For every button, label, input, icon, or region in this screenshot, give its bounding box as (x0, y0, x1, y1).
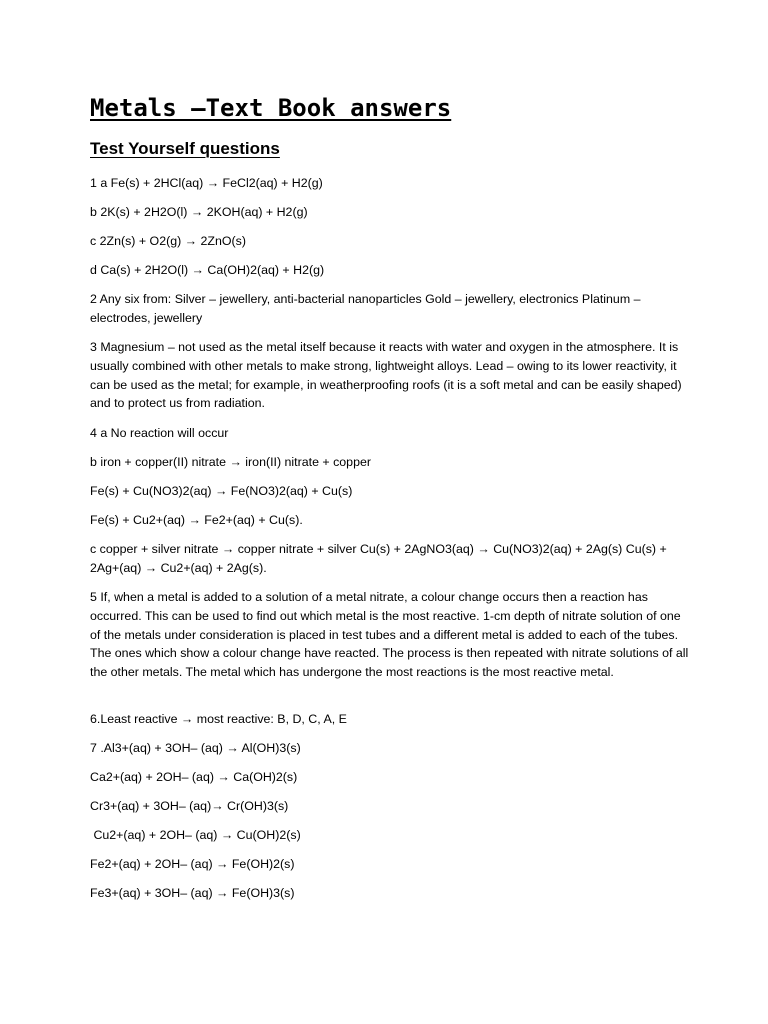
answer-7-cu: Cu2+(aq) + 2OH– (aq) → Cu(OH)2(s) (90, 828, 301, 842)
answer-1a: 1 a Fe(s) + 2HCl(aq) → FeCl2(aq) + H2(g) (90, 176, 323, 190)
answer-4a: 4 a No reaction will occur (90, 426, 229, 440)
answer-7-al: 7 .Al3+(aq) + 3OH– (aq) → Al(OH)3(s) (90, 741, 301, 755)
answer-7-fe2: Fe2+(aq) + 2OH– (aq) → Fe(OH)2(s) (90, 857, 295, 871)
answer-7-ca: Ca2+(aq) + 2OH– (aq) → Ca(OH)2(s) (90, 770, 298, 784)
answer-1d: d Ca(s) + 2H2O(l) → Ca(OH)2(aq) + H2(g) (90, 263, 325, 277)
page-title: Metals –Text Book answers (90, 94, 452, 122)
answer-3: 3 Magnesium – not used as the metal itself because it reacts with water and oxygen in the atmosphere. It is usually combined with other metals to make strong, lightweight alloys. Lead – owing to its lower reactivity, it can be used as the metal; for example, in weatherproofing roofs (it is a soft metal and can be easily shaped) and to protect us from radiation. (90, 340, 682, 411)
answer-5: 5 If, when a metal is added to a solution of a metal nitrate, a colour change occurs then a reaction has occurred. This can be used to find out which metal is the most reactive. 1-cm depth of nitrate solution of one of the metals under consideration is placed in test tubes and a different metal is added to each of the tubes. The ones which show a colour change have reacted. The process is then repeated with nitrate solutions of all the other metals. The metal which has undergone the most reactions is the most reactive metal. (90, 590, 689, 680)
answer-7-cr: Cr3+(aq) + 3OH– (aq)→ Cr(OH)3(s) (90, 799, 289, 813)
answer-4c: c copper + silver nitrate → copper nitrate + silver Cu(s) + 2AgNO3(aq) → Cu(NO3)2(aq) + 2Ag(s) Cu(s) + 2Ag+(aq) → Cu2+(aq) + 2Ag(s). (90, 542, 667, 575)
answer-7-fe3: Fe3+(aq) + 3OH– (aq) → Fe(OH)3(s) (90, 886, 295, 900)
answer-6: 6.Least reactive → most reactive: B, D, C, A, E (90, 712, 347, 726)
section-heading: Test Yourself questions (90, 139, 280, 158)
answer-2: 2 Any six from: Silver – jewellery, anti-bacterial nanoparticles Gold – jewellery, electronics Platinum – electrodes, jewellery (90, 292, 641, 325)
answer-1c: c 2Zn(s) + O2(g) → 2ZnO(s) (90, 234, 246, 248)
answer-4b-equation: Fe(s) + Cu(NO3)2(aq) → Fe(NO3)2(aq) + Cu(s) (90, 484, 353, 498)
answer-4b: b iron + copper(II) nitrate → iron(II) nitrate + copper (90, 455, 371, 469)
answer-4b-ionic: Fe(s) + Cu2+(aq) → Fe2+(aq) + Cu(s). (90, 513, 303, 527)
answer-1b: b 2K(s) + 2H2O(l) → 2KOH(aq) + H2(g) (90, 205, 308, 219)
